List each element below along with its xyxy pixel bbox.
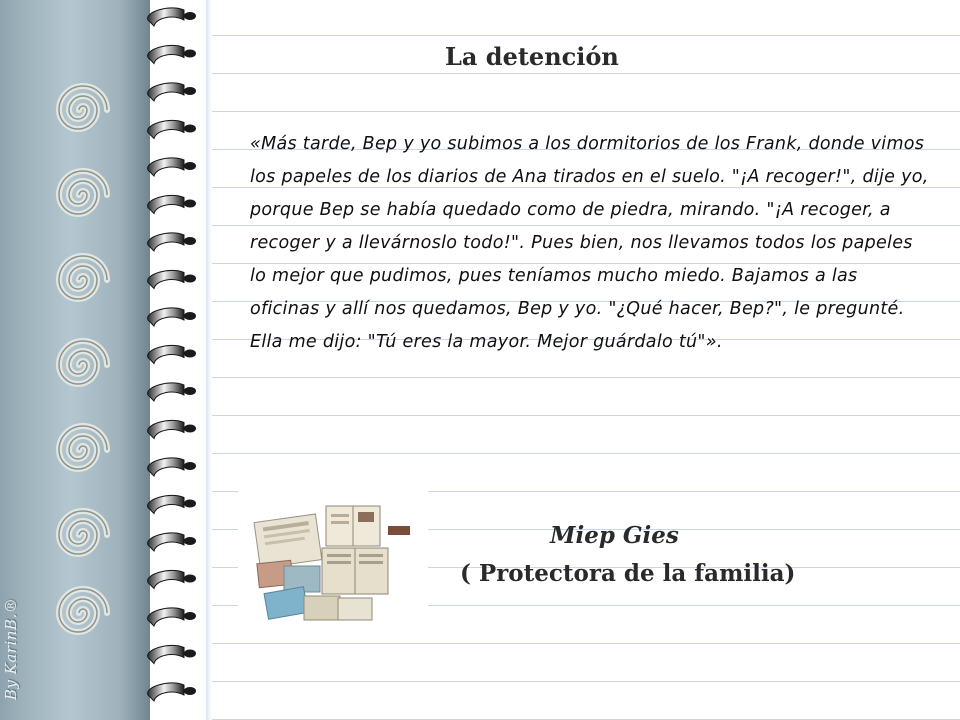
slide-title: La detención (445, 42, 619, 71)
binding-ring (148, 195, 184, 213)
binding-ring (148, 495, 184, 513)
decorative-side-panel (0, 0, 150, 720)
swirl-ornament-icon (48, 160, 118, 230)
binding-ring (148, 8, 184, 26)
binding-hole (184, 500, 196, 508)
binding-hole (184, 237, 196, 245)
swirl-ornament-icon (48, 415, 118, 485)
binding-ring (148, 608, 184, 626)
diary-papers-photo (238, 490, 428, 630)
binding-ring (148, 420, 184, 438)
swirl-ornament-icon (48, 578, 118, 648)
binding-hole (184, 387, 196, 395)
signature-name: Miep Gies (550, 522, 679, 549)
swirl-ornament-icon (48, 75, 118, 145)
binding-ring (148, 83, 184, 101)
binding-ring (148, 383, 184, 401)
binding-hole (184, 125, 196, 133)
binding-hole (184, 650, 196, 658)
binding-ring (148, 120, 184, 138)
binding-ring (148, 158, 184, 176)
binding-ring (148, 683, 184, 701)
quote-text: «Más tarde, Bep y yo subimos a los dormitorios de los Frank, donde vimos los papeles de los diarios de Ana tirados en el suelo. "¡A recoger!", dije yo, porque Bep se había quedado como de piedra, mirando. "¡A recoger, a recoger y a llevárnoslo todo!". Pues bien, nos llevamos todos los papeles lo mejor que pudimos, pues teníamos mucho miedo. Bajamos a las oficinas y allí nos quedamos, Bep y yo. "¿Qué hacer, Bep?", le pregunté. Ella me dijo: "Tú eres la mayor. Mejor guárdalo tú"». (250, 134, 929, 352)
author-watermark: By KarinB.® (2, 597, 20, 700)
binding-ring (148, 645, 184, 663)
binding-hole (184, 87, 196, 95)
binding-ring (148, 345, 184, 363)
binding-ring (148, 233, 184, 251)
binding-hole (184, 12, 196, 20)
signature-role: ( Protectora de la familia) (460, 560, 796, 587)
binding-ring (148, 45, 184, 63)
swirl-ornament-icon (48, 330, 118, 400)
binding-hole (184, 687, 196, 695)
binding-ring (148, 270, 184, 288)
binding-ring (148, 308, 184, 326)
binding-hole (184, 50, 196, 58)
binding-ring (148, 570, 184, 588)
binding-hole (184, 200, 196, 208)
binding-ring (148, 533, 184, 551)
swirl-ornament-icon (48, 500, 118, 570)
binding-ring (148, 458, 184, 476)
binding-hole (184, 537, 196, 545)
binding-hole (184, 312, 196, 320)
swirl-ornament-icon (48, 245, 118, 315)
binding-hole (184, 275, 196, 283)
binding-hole (184, 612, 196, 620)
binding-hole (184, 350, 196, 358)
spiral-binding (140, 0, 200, 720)
binding-hole (184, 425, 196, 433)
binding-hole (184, 162, 196, 170)
binding-hole (184, 462, 196, 470)
binding-hole (184, 575, 196, 583)
